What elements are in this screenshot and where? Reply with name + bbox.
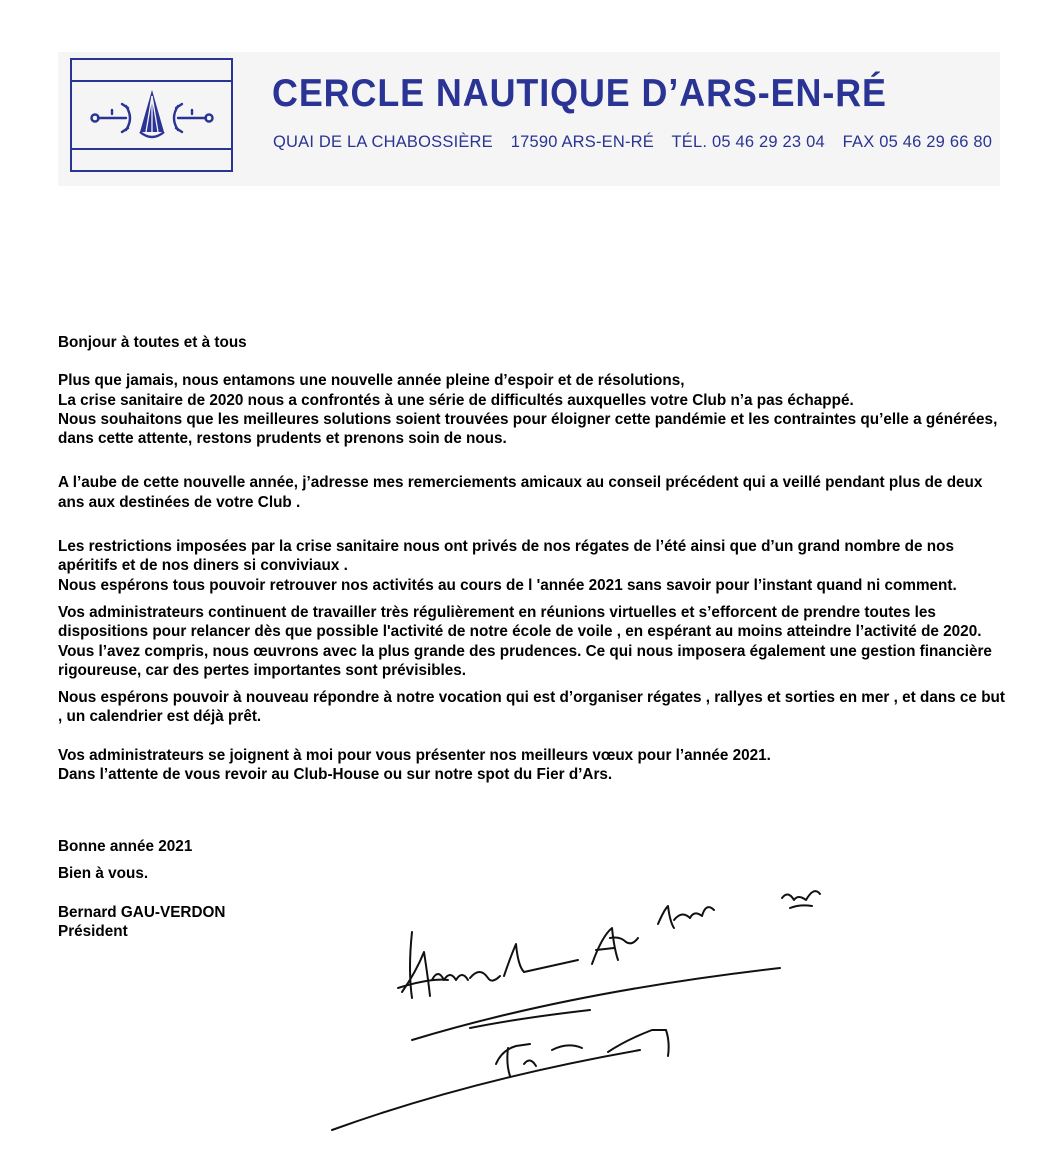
paragraph-vocation: Nous espérons pouvoir à nouveau répondre à notre vocation qui est d’organiser régates , rallyes et sorties en mer , et dans ce but , un calendrier est déjà prêt. [58,689,1005,726]
handwritten-signature [320,880,840,1140]
paragraph-administrators [58,603,1008,680]
paragraph-intro [58,371,1008,448]
postcode-city: 17590 ARS-EN-RÉ [510,133,655,151]
sign-off: Bien à vous. [58,865,149,882]
logo-band-bottom [72,148,231,150]
paragraph-wishes [58,746,1008,785]
logo-band-top [72,80,231,82]
club-name: CERCLE NAUTIQUE D’ARS-EN-RÉ [272,72,887,115]
paragraph-thanks: A l’aube de cette nouvelle année, j’adresse mes remerciements amicaux au conseil précédent qui a veillé pendant plus de deux ans aux destinées de votre Club . [58,474,983,511]
wishes-line: Bonne année 2021 [58,838,193,855]
club-address-line [273,133,992,152]
paragraph-line: Nous souhaitons que les meilleures solutions soient trouvées pour éloigner cette pandémie et les contraintes qu’elle a générées, dans cette attente, restons prudents et prenons soin de nous. [58,410,998,448]
letter-body [58,333,1008,784]
signatory-title: Président [58,923,128,940]
paragraph-line: Vous l’avez compris, nous œuvrons avec la plus grande des prudences. Ce qui nous imposera également une gestion financière rigoureuse, car des pertes importantes sont prévisibles. [58,642,992,679]
anchor-sail-anchor-logo-icon [82,88,222,146]
paragraph-line: Les restrictions imposées par la crise sanitaire nous ont privés de nos régates de l’été ainsi que d’un grand nombre de nos apéritifs et de nos diners si conviviaux . [58,538,954,575]
paragraph-line: Vos administrateurs se joignent à moi pour vous présenter nos meilleurs vœux pour l’année 2021. [58,746,771,764]
paragraph-restrictions [58,537,1008,595]
fax-number: FAX 05 46 29 66 80 [842,133,993,151]
paragraph-line: Plus que jamais, nous entamons une nouvelle année pleine d’espoir et de résolutions, [58,372,685,390]
greeting: Bonjour à toutes et à tous [58,334,247,351]
paragraph-line: Dans l’attente de vous revoir au Club-House ou sur notre spot du Fier d’Ars. [58,766,613,784]
street-address: QUAI DE LA CHABOSSIÈRE [273,133,493,151]
paragraph-line: La crise sanitaire de 2020 nous a confrontés à une série de difficultés auxquelles votre Club n’a pas échappé. [58,391,854,409]
signatory-name: Bernard GAU-VERDON [58,904,226,921]
phone-number: TÉL. 05 46 29 23 04 [671,133,825,151]
paragraph-line: Vos administrateurs continuent de travailler très régulièrement en réunions virtuelles et s’efforcent de prendre toutes les dispositions pour relancer dès que possible l'activité de notre école de voile , en espérant au moins atteindre l’activité de 2020. [58,603,982,641]
paragraph-line: Nous espérons tous pouvoir retrouver nos activités au cours de l 'année 2021 sans savoir pour l’instant quand ni comment. [58,576,957,594]
club-logo [70,58,233,172]
